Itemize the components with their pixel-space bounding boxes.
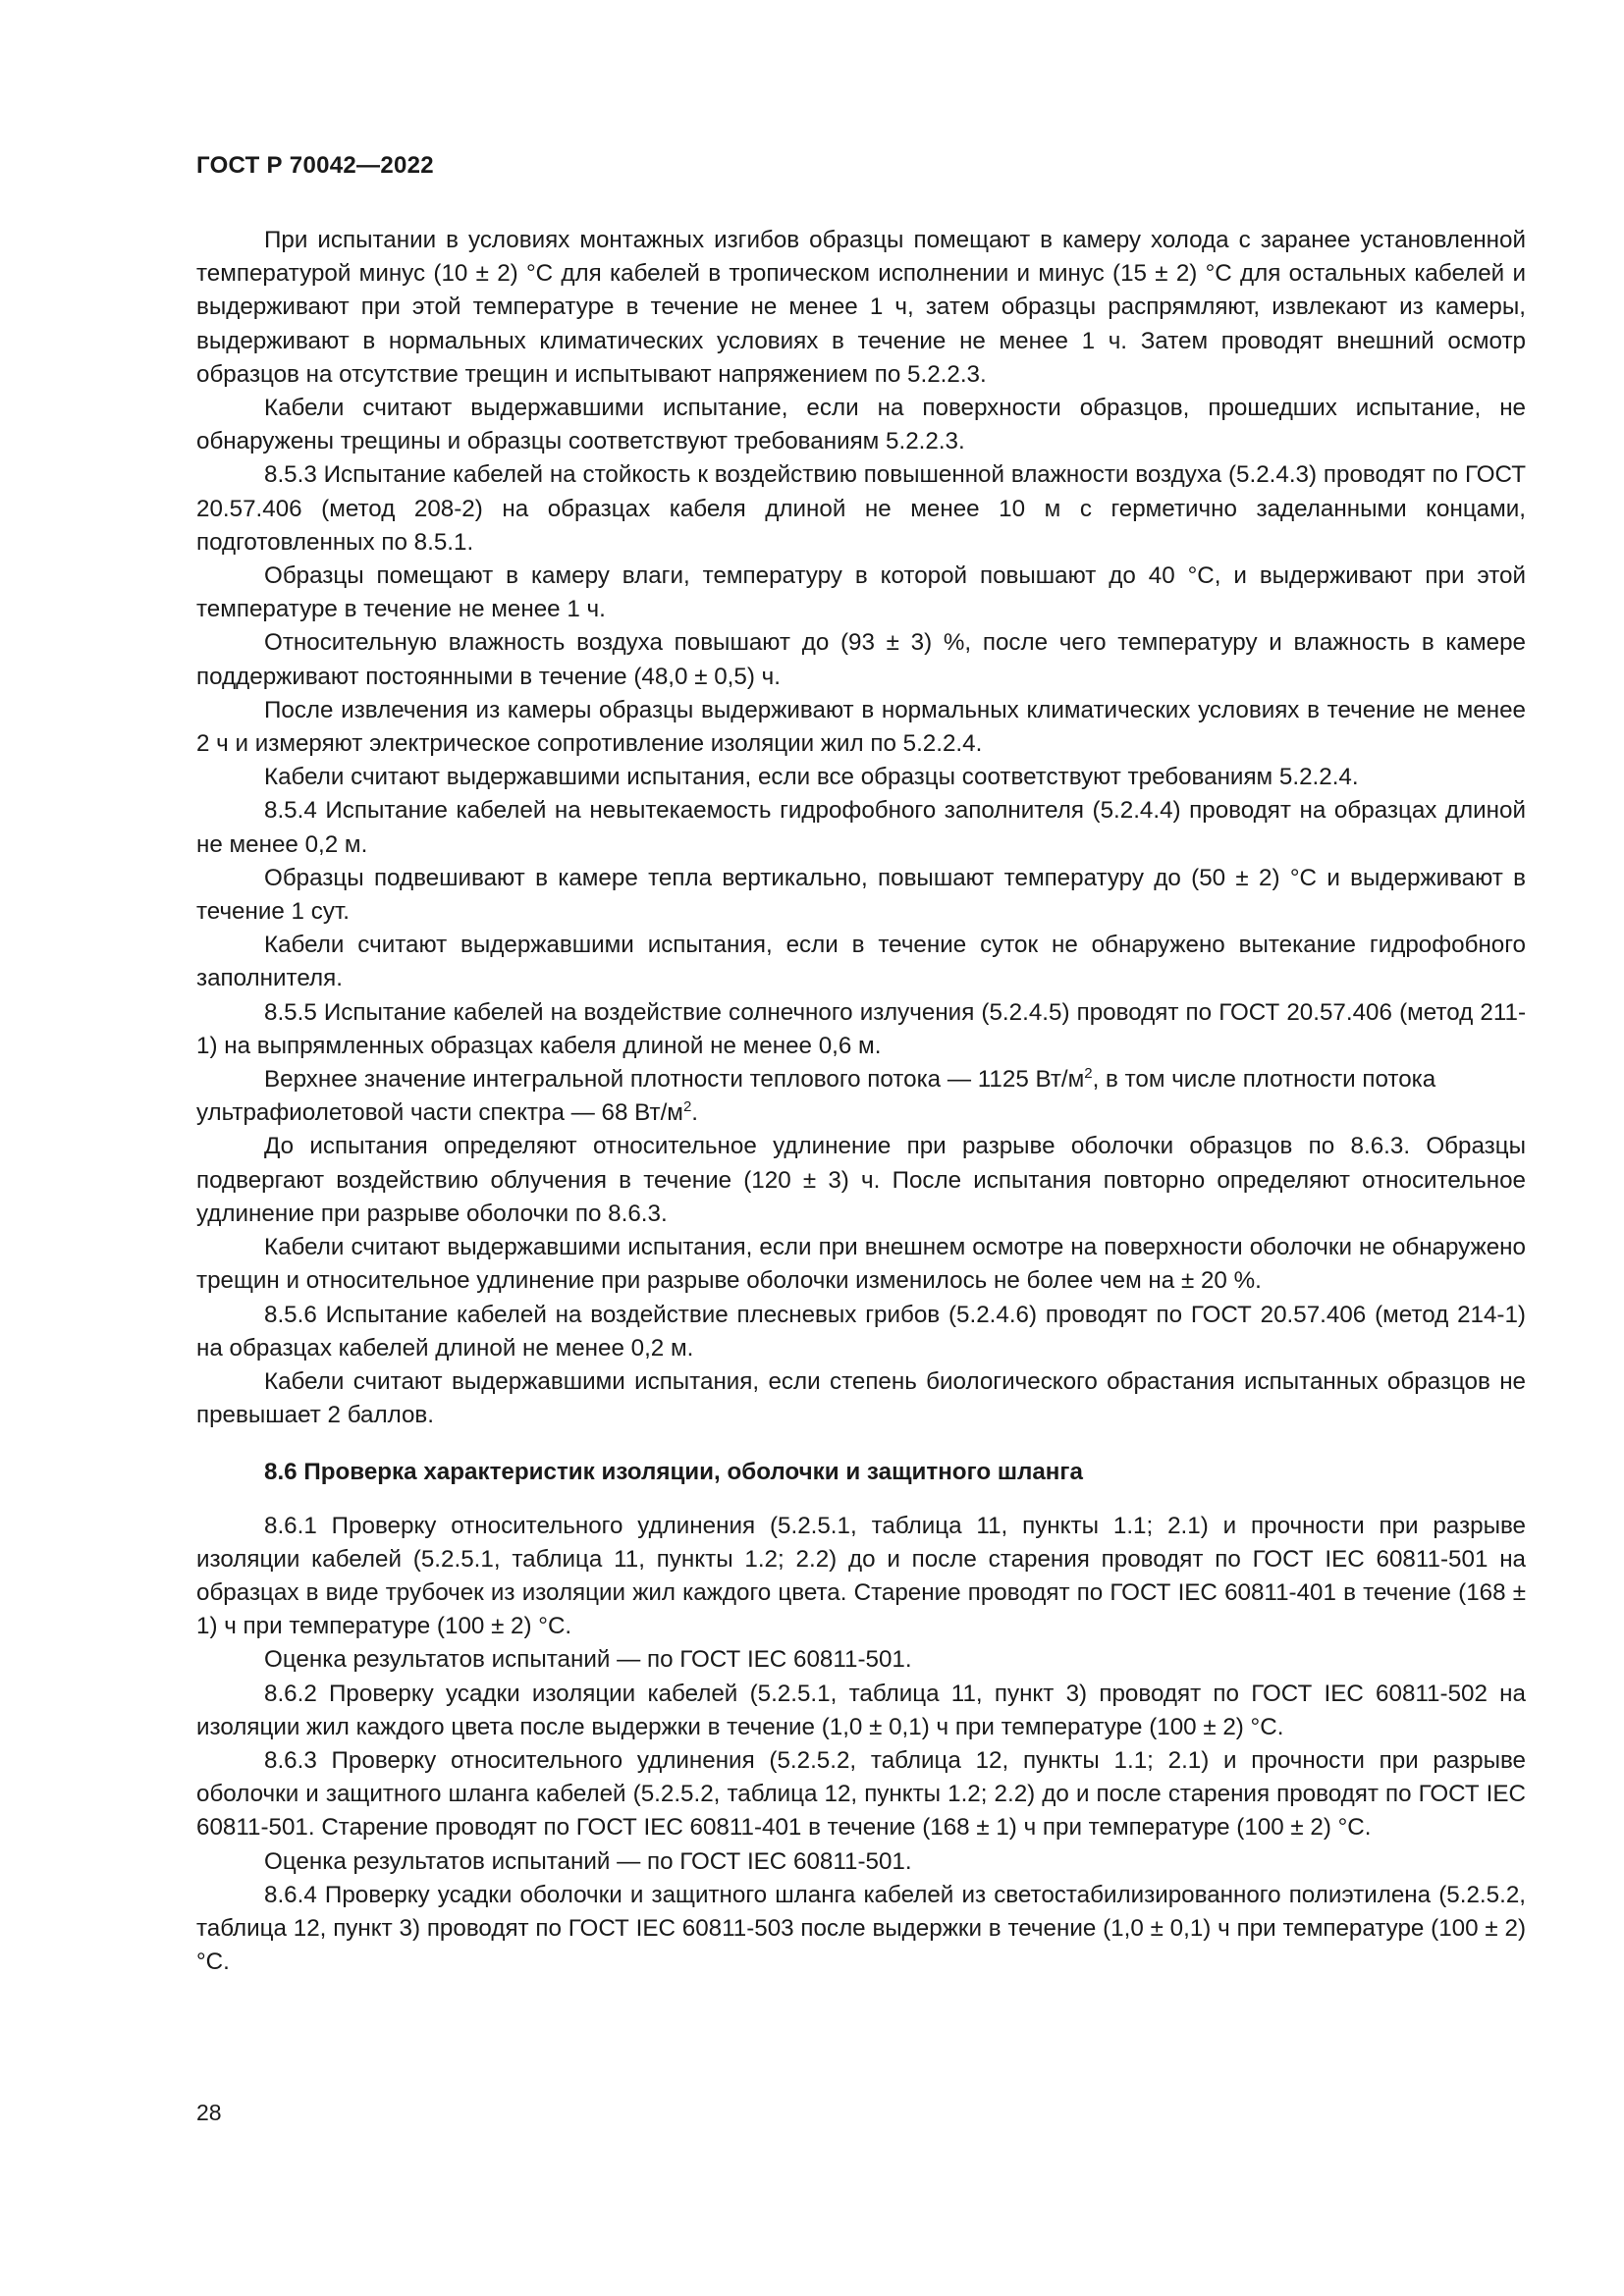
paragraph: Кабели считают выдержавшими испытания, если в течение суток не обнаружено вытекание гидрофобного заполнителя. — [196, 932, 1526, 992]
paragraph: Относительную влажность воздуха повышают до (93 ± 3) %, после чего температуру и влажность в камере поддерживают постоянными в течение (48,0 ± 0,5) ч. — [196, 629, 1526, 690]
paragraph: Кабели считают выдержавшими испытания, если степень биологического обрастания испытанных образцов не превышает 2 баллов. — [196, 1367, 1526, 1429]
superscript: 2 — [1084, 1065, 1093, 1083]
document-header: ГОСТ Р 70042—2022 — [196, 152, 434, 179]
paragraph: 8.5.5 Испытание кабелей на воздействие солнечного излучения (5.2.4.5) проводят по ГОСТ 20.57.406 (метод 211-1) на выпрямленных образцах кабеля длиной не менее 0,6 м. — [196, 998, 1526, 1059]
paragraph: Образцы подвешивают в камере тепла вертикально, повышают температуру до (50 ± 2) °С и выдерживают в течение 1 сут. — [196, 864, 1526, 926]
text-run: . — [691, 1099, 699, 1127]
document-body — [196, 224, 1526, 1979]
paragraph: 8.5.3 Испытание кабелей на стойкость к воздействию повышенной влажности воздуха (5.2.4.3) проводят по ГОСТ 20.57.406 (метод 208-2) на образцах кабеля длиной не менее 10 м с герметично заделанными концами, подготовленных по 8.5.1. — [196, 461, 1526, 556]
paragraph: 8.6.3 Проверку относительного удлинения (5.2.5.2, таблица 12, пункты 1.1; 2.1) и прочности при разрыве оболочки и защитного шланга кабелей (5.2.5.2, таблица 12, пункты 1.2; 2.2) до и после старения проводят по ГОСТ IEC 60811-501. Старение проводят по ГОСТ IEC 60811-401 в течение (168 ± 1) ч при температуре (100 ± 2) °С. — [196, 1746, 1526, 1842]
text-run: Верхнее значение интегральной плотности теплового потока — 1125 Вт/м — [264, 1066, 1085, 1094]
paragraph: После извлечения из камеры образцы выдерживают в нормальных климатических условиях в течение не менее 2 ч и измеряют электрическое сопротивление изоляции жил по 5.2.2.4. — [196, 696, 1526, 758]
section-heading: 8.6 Проверка характеристик изоляции, оболочки и защитного шланга — [264, 1459, 1083, 1486]
paragraph: Оценка результатов испытаний — по ГОСТ IEC 60811-501. — [264, 1646, 912, 1674]
paragraph: 8.5.4 Испытание кабелей на невытекаемость гидрофобного заполнителя (5.2.4.4) проводят на образцах длиной не менее 0,2 м. — [196, 797, 1526, 858]
paragraph: Оценка результатов испытаний — по ГОСТ IEC 60811-501. — [264, 1847, 912, 1875]
paragraph: 8.6.4 Проверку усадки оболочки и защитного шланга кабелей из светостабилизированного полиэтилена (5.2.5.2, таблица 12, пункт 3) проводят по ГОСТ IEC 60811-503 после выдержки в течение (1,0 ± 0,1) ч при температуре (100 ± 2) °С. — [196, 1881, 1526, 1976]
text-run: , в том числе плотности потока ультрафиолетовой части спектра — 68 Вт/м — [196, 1066, 1436, 1127]
paragraph: При испытании в условиях монтажных изгибов образцы помещают в камеру холода с заранее установленной температурой минус (10 ± 2) °С для кабелей в тропическом исполнении и минус (15 ± 2) °С для остальных кабелей и выдерживают при этой температуре в течение не менее 1 ч, затем образцы распрямляют, извлекают из камеры, выдерживают в нормальных климатических условиях в течение не менее 1 ч. Затем проводят внешний осмотр образцов на отсутствие трещин и испытывают напряжением по 5.2.2.3. — [196, 227, 1526, 388]
superscript: 2 — [682, 1098, 692, 1116]
paragraph: Кабели считают выдержавшими испытания, если при внешнем осмотре на поверхности оболочки не обнаружено трещин и относительное удлинение при разрыве оболочки изменилось не более чем на ± 20 %. — [196, 1234, 1526, 1295]
paragraph: 8.6.2 Проверку усадки изоляции кабелей (5.2.5.1, таблица 11, пункт 3) проводят по ГОСТ IEC 60811-502 на изоляции жил каждого цвета после выдержки в течение (1,0 ± 0,1) ч при температуре (100 ± 2) °С. — [196, 1680, 1526, 1740]
paragraph: 8.6.1 Проверку относительного удлинения (5.2.5.1, таблица 11, пункты 1.1; 2.1) и прочности при разрыве изоляции кабелей (5.2.5.1, таблица 11, пункты 1.2; 2.2) до и после старения проводят по ГОСТ IEC 60811-501 на образцах в виде трубочек из изоляции жил каждого цвета. Старение проводят по ГОСТ IEC 60811-401 в течение (168 ± 1) ч при температуре (100 ± 2) °С. — [196, 1512, 1526, 1640]
paragraph: Кабели считают выдержавшими испытания, если все образцы соответствуют требованиям 5.2.2.4. — [264, 764, 1359, 791]
page-number: 28 — [196, 2100, 222, 2125]
paragraph: Кабели считают выдержавшими испытание, если на поверхности образцов, прошедших испытание, не обнаружены трещины и образцы соответствуют требованиям 5.2.2.3. — [196, 395, 1526, 455]
paragraph-heat-flux — [196, 1063, 1526, 1130]
paragraph: Образцы помещают в камеру влаги, температуру в которой повышают до 40 °С, и выдерживают при этой температуре в течение не менее 1 ч. — [196, 562, 1526, 623]
paragraph: До испытания определяют относительное удлинение при разрыве оболочки образцов по 8.6.3. Образцы подвергают воздействию облучения в течение (120 ± 3) ч. После испытания повторно определяют относительное удлинение при разрыве оболочки по 8.6.3. — [196, 1133, 1526, 1227]
paragraph: 8.5.6 Испытание кабелей на воздействие плесневых грибов (5.2.4.6) проводят по ГОСТ 20.57.406 (метод 214-1) на образцах кабелей длиной не менее 0,2 м. — [196, 1301, 1526, 1362]
